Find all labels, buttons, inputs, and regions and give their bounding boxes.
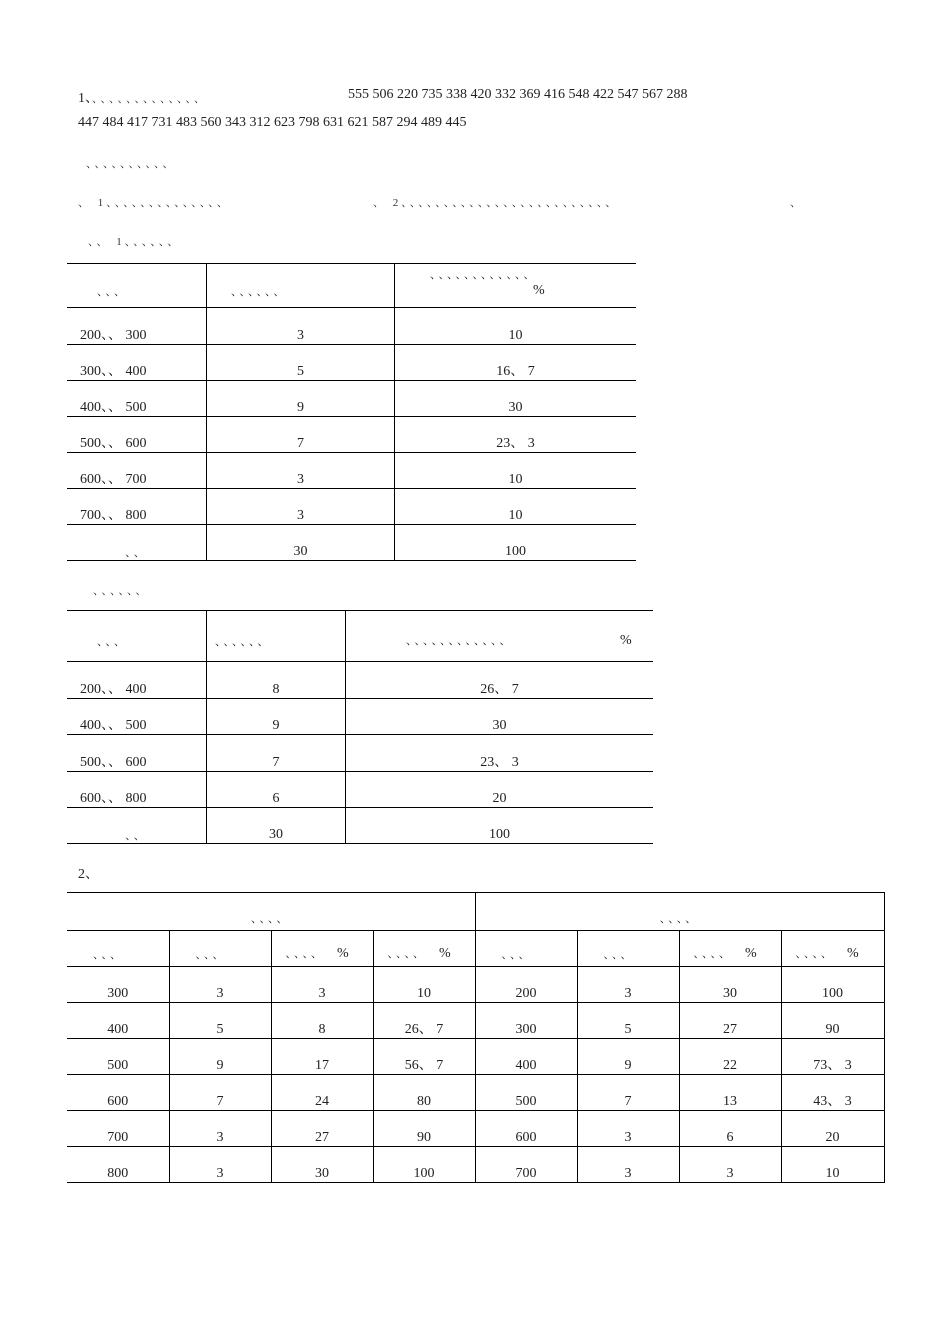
- group-cell: 500、、 600: [67, 417, 207, 453]
- total-count: 30: [207, 525, 395, 561]
- group-cell: 500、、 600: [67, 735, 207, 772]
- header-percent-text: 、、、、、、、、、、、、: [406, 635, 514, 647]
- header-group: 、、、: [67, 611, 207, 662]
- header-cum-frequency-right: [679, 931, 781, 967]
- group-cell: 600、、 800: [67, 772, 207, 808]
- cell: 300: [67, 967, 169, 1003]
- cell: 10: [781, 1147, 884, 1183]
- percent-cell: 20: [346, 772, 654, 808]
- header-percent-sign: %: [620, 633, 632, 648]
- cell: 22: [679, 1039, 781, 1075]
- cell: 600: [67, 1075, 169, 1111]
- header-group: 、、、: [67, 264, 207, 308]
- header-percent-text: 、、、、、、、、、、、、: [430, 269, 538, 281]
- cell: 26、 7: [373, 1003, 475, 1039]
- table-row: [67, 489, 636, 525]
- table-row: [67, 1003, 884, 1039]
- group-cell: 200、、 300: [67, 308, 207, 345]
- cell: 300: [475, 1003, 577, 1039]
- header-cum-frequency-right-unit: %: [745, 946, 757, 961]
- table-row: [67, 662, 653, 699]
- table-header-row: [67, 264, 636, 308]
- question-1-number: 1、: [78, 91, 92, 106]
- cell: 9: [577, 1039, 679, 1075]
- cell: 100: [373, 1147, 475, 1183]
- cell: 3: [679, 1147, 781, 1183]
- group-cell: 700、、 800: [67, 489, 207, 525]
- group-cell: 400、、 500: [67, 699, 207, 735]
- cell: 3: [271, 967, 373, 1003]
- header-cum-percent-right-text: 、、、、: [795, 948, 835, 960]
- cell: 500: [475, 1075, 577, 1111]
- table-row: [67, 1075, 884, 1111]
- table-header-row: [67, 611, 653, 662]
- frequency-table-2: [67, 610, 653, 844]
- group-cell: 200、、 400: [67, 662, 207, 699]
- percent-cell: 23、 3: [395, 417, 637, 453]
- header-frequency: 、、、: [169, 931, 271, 967]
- cell: 73、 3: [781, 1039, 884, 1075]
- answer-1-label: 、、 1、、、、、、: [88, 236, 182, 248]
- percent-cell: 30: [346, 699, 654, 735]
- cell: 7: [577, 1075, 679, 1111]
- table-row: [67, 381, 636, 417]
- header-count: 、、、、、、: [207, 264, 395, 308]
- cell: 700: [67, 1111, 169, 1147]
- frequency-table-1: [67, 263, 636, 561]
- part-2-suffix: 、: [790, 197, 804, 209]
- cell: 30: [271, 1147, 373, 1183]
- percent-cell: 30: [395, 381, 637, 417]
- table-row: [67, 453, 636, 489]
- table-row: [67, 417, 636, 453]
- header-cum-percent-right-unit: %: [847, 946, 859, 961]
- header-cum-frequency-text: 、、、、: [285, 948, 325, 960]
- group-cell: 400、、 500: [67, 381, 207, 417]
- header-cum-percent: [373, 931, 475, 967]
- header-cum-percent-text: 、、、、: [387, 948, 427, 960]
- header-percent: [346, 611, 654, 662]
- total-percent: 100: [395, 525, 637, 561]
- group-cell: 300、、 400: [67, 345, 207, 381]
- table-row: [67, 967, 884, 1003]
- count-cell: 3: [207, 489, 395, 525]
- cell: 700: [475, 1147, 577, 1183]
- cell: 9: [169, 1039, 271, 1075]
- header-upper-limit: 、、、: [67, 931, 169, 967]
- cell: 3: [169, 1111, 271, 1147]
- cell: 3: [577, 1147, 679, 1183]
- part-2-text: 、 2、、、、、、、、、、、、、、、、、、、、、、、、、: [373, 197, 620, 209]
- cell: 100: [781, 967, 884, 1003]
- table-row: [67, 699, 653, 735]
- table-total-row: [67, 808, 653, 844]
- cell: 800: [67, 1147, 169, 1183]
- count-cell: 8: [207, 662, 346, 699]
- header-lower-limit: 、、、: [475, 931, 577, 967]
- requirement-text: 、、、、、、、、、、: [86, 158, 177, 170]
- cell: 8: [271, 1003, 373, 1039]
- table-row: [67, 735, 653, 772]
- cell: 5: [577, 1003, 679, 1039]
- part-1-text: 、 1、、、、、、、、、、、、、、: [78, 197, 231, 209]
- count-cell: 9: [207, 699, 346, 735]
- cell: 27: [679, 1003, 781, 1039]
- cell: 3: [577, 967, 679, 1003]
- cell: 90: [373, 1111, 475, 1147]
- group-header-left: 、、、、: [67, 893, 475, 931]
- cell: 200: [475, 967, 577, 1003]
- cell: 3: [577, 1111, 679, 1147]
- header-cum-frequency: [271, 931, 373, 967]
- percent-cell: 16、 7: [395, 345, 637, 381]
- table-total-row: [67, 525, 636, 561]
- data-values-line-2: 447 484 417 731 483 560 343 312 623 798 631 621 587 294 489 445: [78, 115, 467, 130]
- count-cell: 7: [207, 735, 346, 772]
- count-cell: 9: [207, 381, 395, 417]
- cell: 6: [679, 1111, 781, 1147]
- header-cum-percent-unit: %: [439, 946, 451, 961]
- data-values-line-1: 555 506 220 735 338 420 332 369 416 548 422 547 567 288: [348, 87, 688, 102]
- header-cum-percent-right: [781, 931, 884, 967]
- table-row: [67, 1039, 884, 1075]
- question-2-label: 2、: [78, 867, 99, 882]
- total-label: 、、: [67, 808, 207, 844]
- percent-cell: 26、 7: [346, 662, 654, 699]
- table-row: [67, 308, 636, 345]
- cell: 3: [169, 967, 271, 1003]
- table-row: [67, 772, 653, 808]
- column-header-row: [67, 931, 884, 967]
- cell: 27: [271, 1111, 373, 1147]
- cell: 400: [67, 1003, 169, 1039]
- cell: 80: [373, 1075, 475, 1111]
- table-2-caption: 、、、、、、: [93, 585, 150, 597]
- header-count: 、、、、、、: [207, 611, 346, 662]
- header-frequency-right: 、、、: [577, 931, 679, 967]
- header-percent: [395, 264, 637, 308]
- percent-cell: 10: [395, 489, 637, 525]
- question-1-text: 、、、、、、、、、、、、、: [92, 93, 208, 105]
- cell: 56、 7: [373, 1039, 475, 1075]
- cell: 24: [271, 1075, 373, 1111]
- header-cum-frequency-right-text: 、、、、: [693, 948, 733, 960]
- cell: 7: [169, 1075, 271, 1111]
- cell: 400: [475, 1039, 577, 1075]
- percent-cell: 23、 3: [346, 735, 654, 772]
- total-percent: 100: [346, 808, 654, 844]
- table-row: [67, 345, 636, 381]
- total-label: 、、: [67, 525, 207, 561]
- table-row: [67, 1111, 884, 1147]
- cell: 30: [679, 967, 781, 1003]
- cell: 90: [781, 1003, 884, 1039]
- cell: 500: [67, 1039, 169, 1075]
- count-cell: 5: [207, 345, 395, 381]
- cell: 20: [781, 1111, 884, 1147]
- group-cell: 600、、 700: [67, 453, 207, 489]
- cell: 600: [475, 1111, 577, 1147]
- count-cell: 3: [207, 308, 395, 345]
- group-header-row: [67, 893, 884, 931]
- cell: 10: [373, 967, 475, 1003]
- cumulative-table: [67, 892, 885, 1183]
- count-cell: 3: [207, 453, 395, 489]
- header-cum-frequency-unit: %: [337, 946, 349, 961]
- cell: 3: [169, 1147, 271, 1183]
- table-row: [67, 1147, 884, 1183]
- cell: 13: [679, 1075, 781, 1111]
- question-1-intro: [78, 87, 208, 107]
- cell: 43、 3: [781, 1075, 884, 1111]
- count-cell: 7: [207, 417, 395, 453]
- percent-cell: 10: [395, 453, 637, 489]
- count-cell: 6: [207, 772, 346, 808]
- percent-cell: 10: [395, 308, 637, 345]
- cell: 5: [169, 1003, 271, 1039]
- header-percent-sign: %: [533, 283, 545, 298]
- total-count: 30: [207, 808, 346, 844]
- group-header-right: 、、、、: [475, 893, 884, 931]
- cell: 17: [271, 1039, 373, 1075]
